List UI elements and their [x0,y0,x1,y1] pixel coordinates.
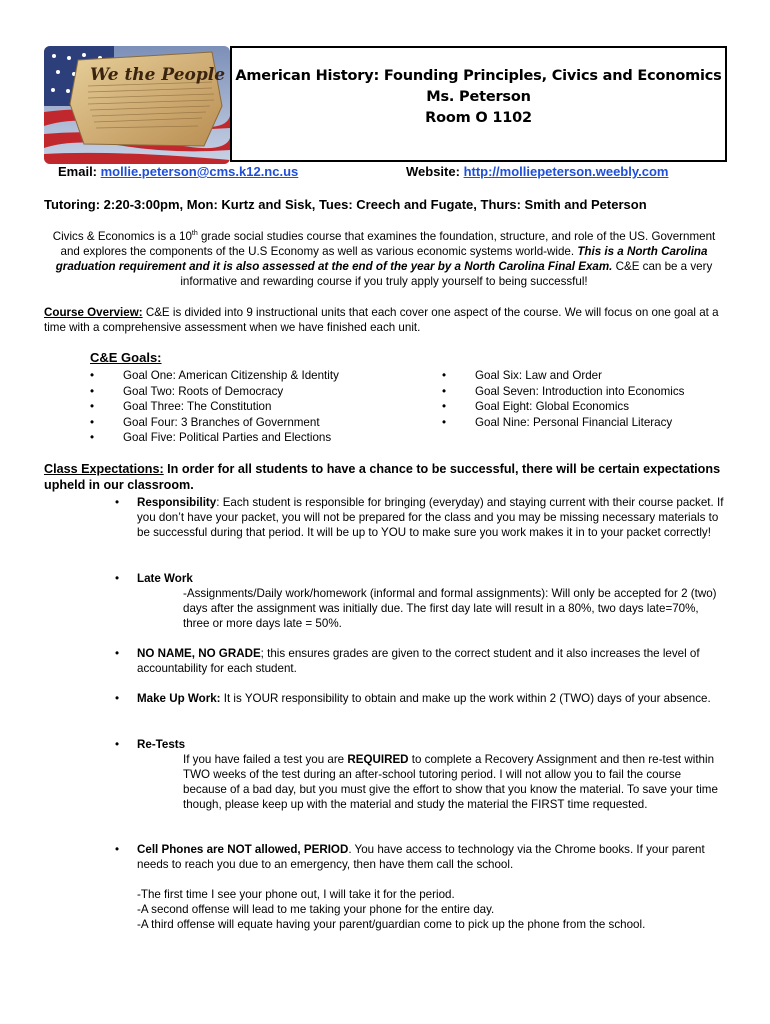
email-link[interactable]: mollie.peterson@cms.k12.nc.us [100,164,299,179]
intro-superscript: th [191,230,198,238]
goals-heading: C&E Goals: [90,350,162,365]
class-expectations-heading [44,461,744,493]
goal-item: • Goal Seven: Introduction into Economics [442,384,684,400]
bullet: • [115,572,120,585]
goal-item: • Goal Three: The Constitution [90,399,339,415]
late-work-label: Late Work [137,572,193,585]
goal-item: • Goal Five: Political Parties and Elections [90,430,339,446]
responsibility-label: Responsibility [137,496,217,509]
phone-rule: -The first time I see your phone out, I will take it for the period. [137,888,455,901]
email-label: Email: [58,164,101,179]
phones-text: . You have access to technology via the Chrome books. If your parent needs to reach you due to an emergency, then have them call the school. [137,843,705,871]
goal-item: • Goal Eight: Global Economics [442,399,684,415]
website-link[interactable]: http://molliepeterson.weebly.com [463,164,669,179]
expectation-no-name [115,646,725,676]
expectation-make-up-work [115,691,725,706]
course-title: American History: Founding Principles, Civics and Economics [235,68,722,84]
bullet: • [115,738,120,751]
no-name-label: NO NAME, NO GRADE [137,647,261,660]
bullet: • [115,843,120,856]
goals-list-right [442,368,684,430]
no-name-text: ; this ensures grades are given to the correct student and it also increases the level of accountability for each student. [137,647,700,675]
responsibility-text: : Each student is responsible for bringing (everyday) and staying current with their course packet. If you don’t have your packet, you will not be prepared for the class and you may be missing necessary materials to be successful during that period. It will be up to YOU to make sure you work makes it in to your packet correctly! [137,496,724,539]
teacher-name: Ms. Peterson [426,89,531,105]
bullet: • [115,496,120,509]
bullet: • [115,647,120,660]
expectation-responsibility [115,495,725,540]
phone-rule: -A second offense will lead to me taking your phone for the entire day. [137,903,495,916]
bullet: • [115,692,120,705]
goal-item: • Goal One: American Citizenship & Identity [90,368,339,384]
course-overview [44,305,734,335]
goal-item: • Goal Nine: Personal Financial Literacy [442,415,684,431]
late-work-text: -Assignments/Daily work/homework (informal and formal assignments): Will only be accepted for 2 (two) days after the assignment was initially due. The first day late will result in a 80%, two days late=70%, three or more days late = 50%. [183,587,717,630]
retests-text-1: If you have failed a test you are [183,753,348,766]
intro-emphasis: This is a North Carolina graduation requirement and it is also assessed at the end of the year by a North Carolina Final Exam. [55,245,708,273]
retests-label: Re-Tests [137,738,186,751]
goal-item: • Goal Two: Roots of Democracy [90,384,339,400]
class-expectations-text: In order for all students to have a chance to be successful, there will be certain expectations upheld in our classroom. [44,462,721,492]
website-line [406,164,668,179]
expectation-late-work [115,571,725,631]
tutoring-schedule: Tutoring: 2:20-3:00pm, Mon: Kurtz and Sisk, Tues: Creech and Fugate, Thurs: Smith and Peterson [44,197,647,212]
room-number: Room O 1102 [425,110,532,126]
make-up-label: Make Up Work: [137,692,221,705]
expectation-cell-phones [115,842,725,932]
goals-list-left [90,368,339,446]
intro-text-3: C&E can be a very informative and rewarding course if you truly apply yourself to being successful! [180,260,713,288]
course-overview-text: C&E is divided into 9 instructional units that each cover one aspect of the course. We will focus on one goal at a time with a comprehensive assessment when we have finished each unit. [44,306,719,334]
intro-text-1: Civics & Economics is a 10 [52,230,192,243]
goal-item: • Goal Six: Law and Order [442,368,684,384]
expectation-retests [115,737,725,812]
intro-text-2: grade social studies course that examines the foundation, structure, and role of the US. Government and explores the components of the U.S Economy as well as various economic systems world-wide. [60,230,716,258]
phones-label: Cell Phones are NOT allowed, PERIOD [137,843,349,856]
goal-item: • Goal Four: 3 Branches of Government [90,415,339,431]
flag-constitution-image [44,46,230,164]
make-up-text: It is YOUR responsibility to obtain and make up the work within 2 (TWO) days of your absence. [220,692,711,705]
class-expectations-label: Class Expectations: [44,462,164,476]
phone-rule: -A third offense will equate having your parent/guardian come to pick up the phone from the school. [137,918,646,931]
retests-required: REQUIRED [347,753,409,766]
we-the-people-logo [44,46,230,164]
email-line [58,164,298,179]
website-label: Website: [406,164,464,179]
course-title-box [230,46,727,162]
retests-text-2: to complete a Recovery Assignment and then re-test within TWO weeks of the test during an after-school tutoring period. I will not allow you to fail the course because of a bad day, but you must give the effort to show that you know the material. To save your time though, please keep up with the material and study the material the FIRST time requested. [183,753,718,811]
intro-paragraph [44,229,724,289]
logo-script-text: We the People [90,65,226,85]
course-overview-label: Course Overview: [44,306,143,319]
